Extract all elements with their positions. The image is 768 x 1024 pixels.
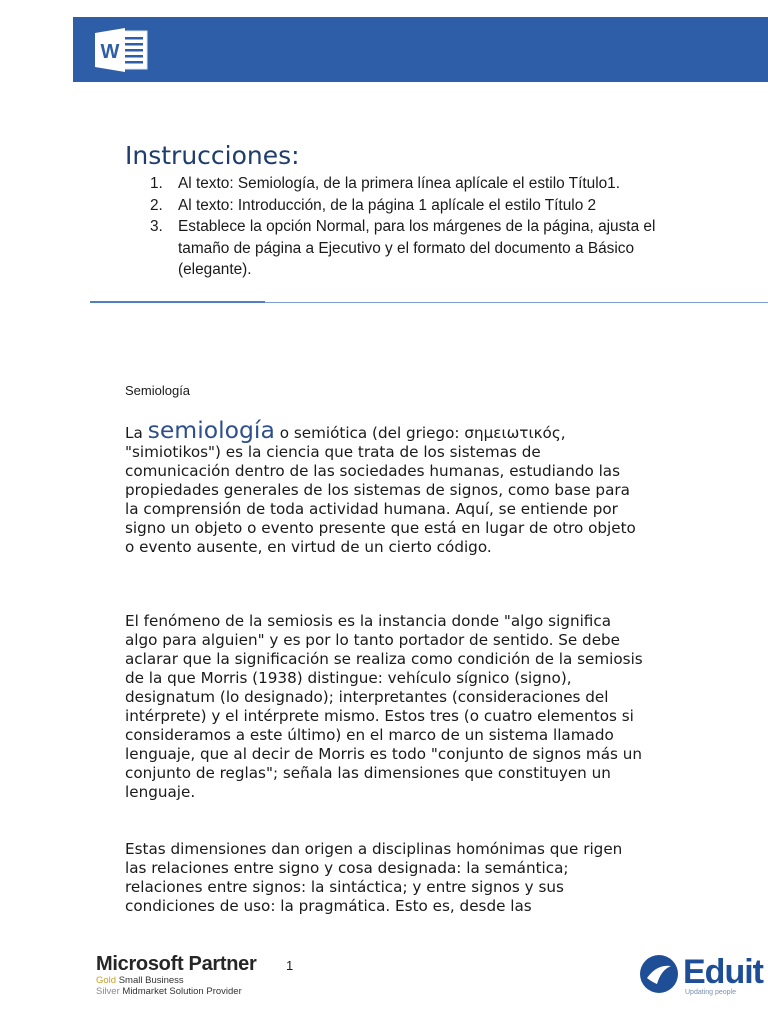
instruction-number: 2. bbox=[150, 196, 163, 214]
page-number: 1 bbox=[286, 958, 294, 973]
eduit-name: Eduit bbox=[683, 953, 763, 991]
document-heading: Semiología bbox=[125, 383, 191, 398]
paragraph-1-after-term: o semiótica (del griego: σημειωτικός, bbox=[274, 424, 566, 442]
paragraph-1-first-line bbox=[125, 413, 645, 443]
instructions-list bbox=[150, 173, 670, 281]
instruction-item bbox=[150, 173, 670, 195]
ms-silver-line bbox=[96, 986, 257, 997]
ms-gold-word: Gold bbox=[96, 975, 117, 986]
ms-gold-line bbox=[96, 975, 257, 986]
paragraph-2: El fenómeno de la semiosis es la instancia donde "algo significa algo para alguien" y es por lo tanto portador de sentido. Se debe aclarar que la significación se realiza como condición de la semiosis de la que Morris (1938) distingue: vehículo sígnico (signo), designatum (lo designado); interpretantes (consideraciones del intérprete) y el intérprete mismo. Estos tres (o cuatro elementos si consideramos a este último) en el marco de un sistema llamado lenguaje, que al decir de Morris es todo "conjunto de signos más un conjunto de reglas"; señala las dimensiones que constituyen un lenguaje. bbox=[125, 612, 643, 801]
instruction-text: Al texto: Introducción, de la página 1 aplícale el estilo Título 2 bbox=[178, 196, 597, 214]
instruction-text: Al texto: Semiología, de la primera línea aplícale el estilo Título1. bbox=[178, 175, 621, 192]
instruction-number: 1. bbox=[150, 175, 163, 192]
instruction-item bbox=[150, 216, 670, 281]
word-icon-letter: W bbox=[100, 41, 120, 63]
semiologia-term: semiología bbox=[147, 416, 275, 444]
microsoft-partner-logo bbox=[96, 953, 257, 997]
eduit-tagline: Updating people bbox=[685, 989, 736, 996]
word-icon bbox=[95, 27, 151, 73]
section-divider-accent bbox=[90, 301, 265, 303]
eduit-mark-icon bbox=[639, 954, 679, 994]
ms-gold-rest: Small Business bbox=[116, 975, 184, 986]
instructions-title: Instrucciones: bbox=[125, 141, 300, 170]
instruction-number: 3. bbox=[150, 218, 163, 235]
ms-silver-word: Silver bbox=[96, 986, 120, 997]
ms-silver-rest: Midmarket Solution Provider bbox=[119, 986, 242, 997]
instruction-text: Establece la opción Normal, para los márgenes de la página, ajusta el tamaño de página a Ejecutivo y el formato del documento a Básico (elegante). bbox=[178, 218, 656, 278]
paragraph-1-lead: La bbox=[125, 424, 148, 442]
header-bar bbox=[73, 17, 768, 82]
ms-partner-title: Microsoft Partner bbox=[96, 953, 257, 975]
paragraph-3: Estas dimensiones dan origen a disciplinas homónimas que rigen las relaciones entre signo y cosa designada: la semántica; relaciones entre signos: la sintáctica; y entre signos y sus condiciones de uso: la pragmática. Esto es, desde las bbox=[125, 840, 623, 915]
paragraph-1-rest: "simiotikos") es la ciencia que trata de los sistemas de comunicación dentro de las sociedades humanas, estudiando las propiedades generales de los sistemas de signos, como base para la comprensión de toda actividad humana. Aquí, se entiende por signo un objeto o evento presente que está en lugar de otro objeto o evento ausente, en virtud de un cierto código. bbox=[125, 443, 636, 556]
paragraph-1 bbox=[125, 413, 645, 557]
instruction-item bbox=[150, 195, 670, 217]
eduit-logo bbox=[636, 950, 768, 1000]
